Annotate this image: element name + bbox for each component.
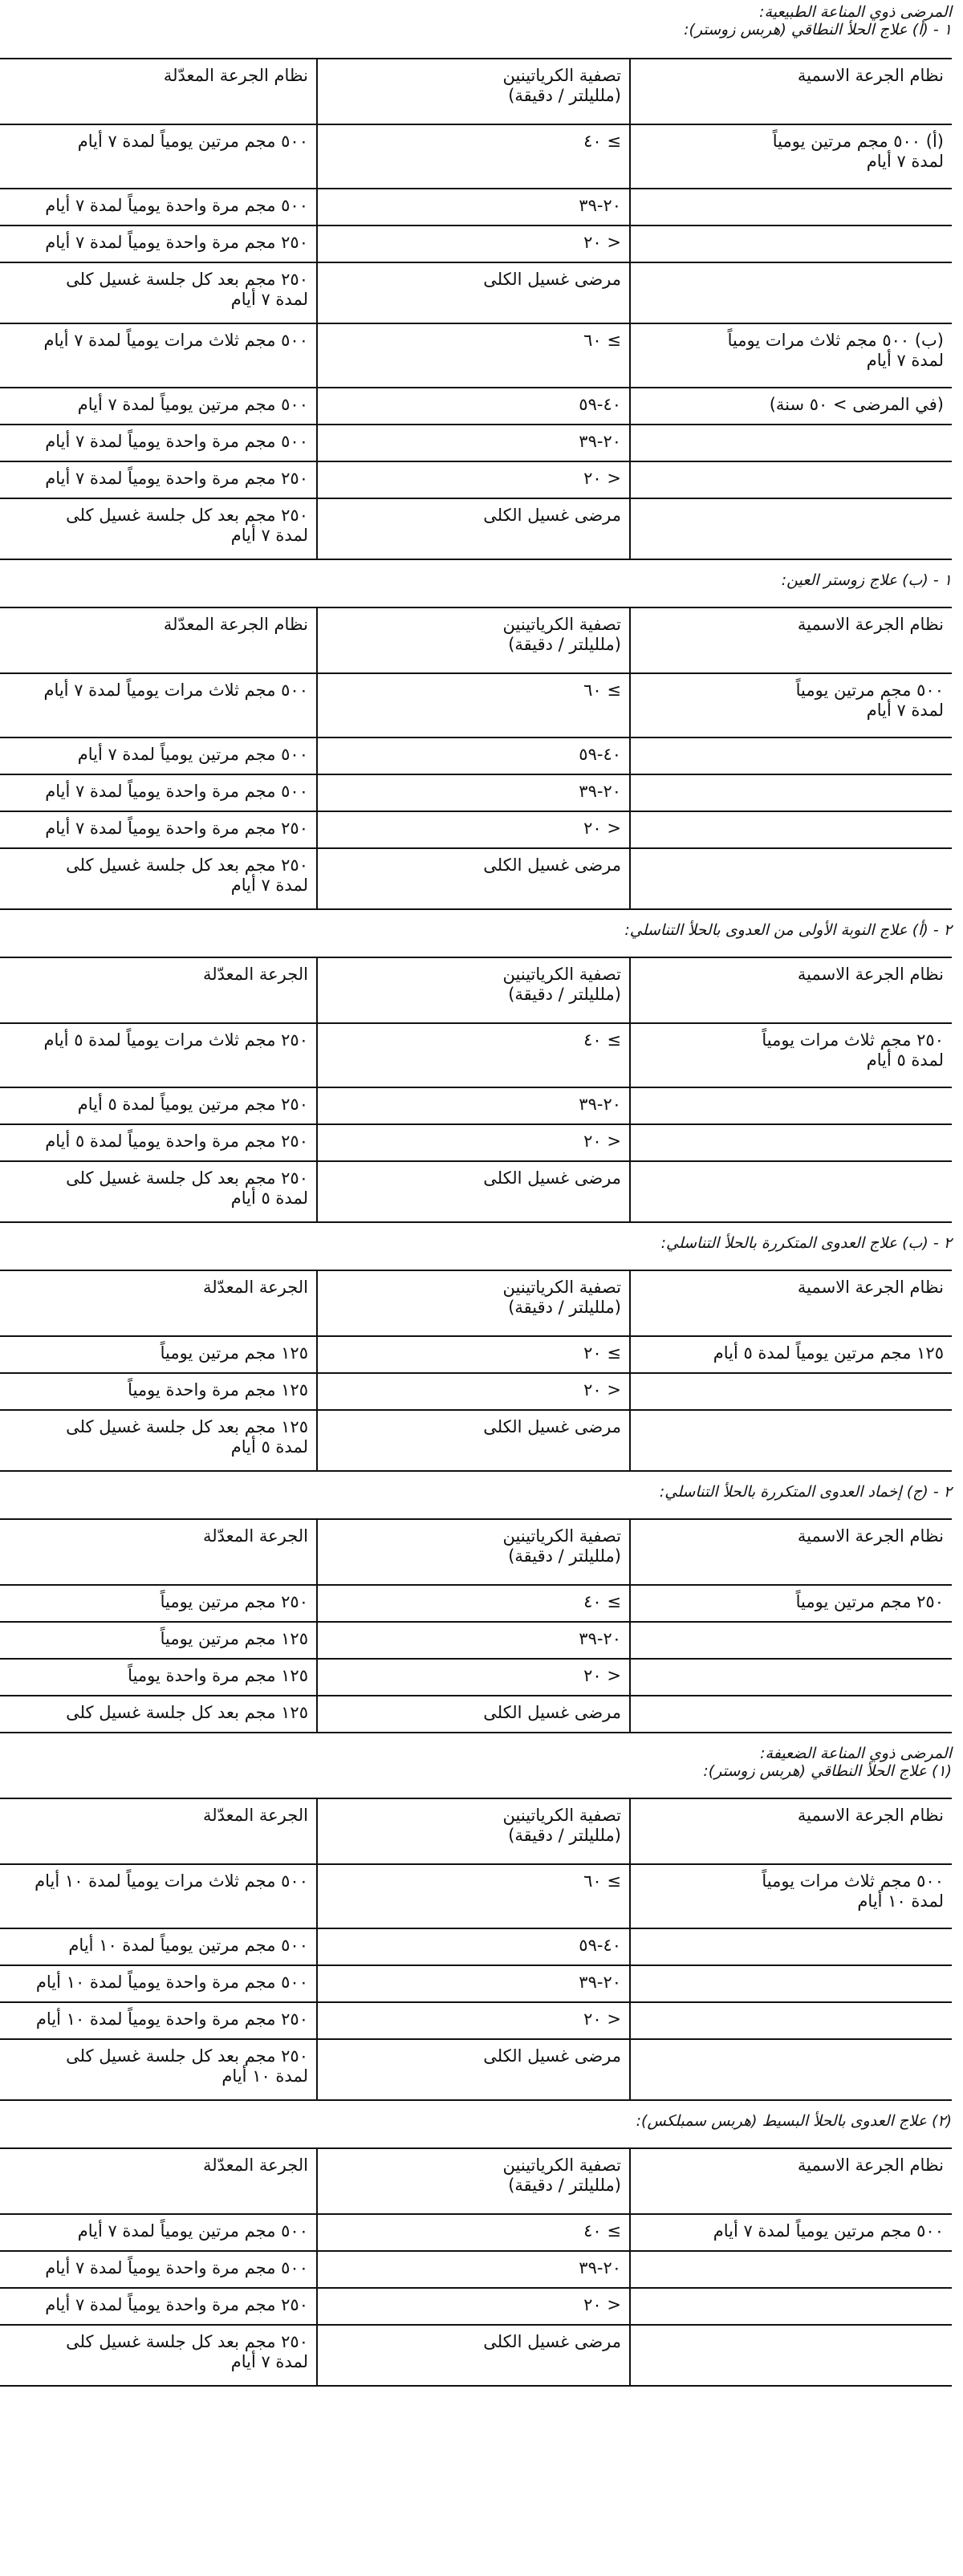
cell-nominal-dose — [630, 1659, 952, 1696]
cell-nominal-dose — [630, 461, 952, 498]
table-row — [0, 262, 952, 323]
cell-adjusted-dose: ٢٥٠ مجم مرتين يومياً — [0, 1585, 317, 1622]
table-row — [0, 673, 952, 737]
section-caption — [11, 3, 952, 39]
cell-adjusted-dose: ٢٥٠ مجم ثلاث مرات يومياً لمدة ٥ أيام — [0, 1023, 317, 1087]
caption-line: (٢) علاج العدوى بالحلأ البسيط (هربس سمبلكس): — [636, 2112, 952, 2130]
cell-nominal-dose — [630, 848, 952, 909]
table-row — [0, 226, 952, 262]
section-caption — [11, 1234, 952, 1252]
cell-adjusted-dose: ٢٥٠ مجم بعد كل جلسة غسيل كلى لمدة ١٠ أيام — [0, 2039, 317, 2100]
caption-line: ٢ - (أ) علاج النوبة الأولى من العدوى بالحلأ التناسلي: — [624, 921, 952, 939]
header-creatinine-clearance: تصفية الكرياتينين (ملليلتر / دقيقة) — [317, 1798, 630, 1864]
cell-adjusted-dose: ٥٠٠ مجم مرة واحدة يومياً لمدة ٧ أيام — [0, 425, 317, 461]
cell-nominal-dose: ٢٥٠ مجم مرتين يومياً — [630, 1585, 952, 1622]
cell-creatinine-clearance: مرضى غسيل الكلى — [317, 1410, 630, 1471]
cell-creatinine-clearance: ≥ ٤٠ — [317, 2214, 630, 2251]
section-caption — [11, 2112, 952, 2130]
table-header-row — [0, 1270, 952, 1336]
cell-nominal-dose: ٥٠٠ مجم مرتين يومياً لمدة ٧ أيام — [630, 2214, 952, 2251]
header-creatinine-clearance: تصفية الكرياتينين (ملليلتر / دقيقة) — [317, 957, 630, 1023]
cell-creatinine-clearance: مرضى غسيل الكلى — [317, 498, 630, 559]
cell-creatinine-clearance: ٢٠-٣٩ — [317, 1622, 630, 1659]
cell-nominal-dose — [630, 1373, 952, 1410]
table-row — [0, 2039, 952, 2100]
header-nominal-dose: نظام الجرعة الاسمية — [630, 1798, 952, 1864]
cell-nominal-dose: (ب) ٥٠٠ مجم ثلاث مرات يومياً لمدة ٧ أيام — [630, 323, 952, 388]
header-creatinine-clearance: تصفية الكرياتينين (ملليلتر / دقيقة) — [317, 2148, 630, 2214]
table-row — [0, 1659, 952, 1696]
cell-nominal-dose: ٥٠٠ مجم مرتين يومياً لمدة ٧ أيام — [630, 673, 952, 737]
cell-creatinine-clearance: مرضى غسيل الكلى — [317, 2039, 630, 2100]
cell-creatinine-clearance: ≥ ٦٠ — [317, 323, 630, 388]
cell-nominal-dose — [630, 2325, 952, 2386]
table-header-row — [0, 1519, 952, 1585]
table-row — [0, 1161, 952, 1222]
cell-adjusted-dose: ١٢٥ مجم مرة واحدة يومياً — [0, 1373, 317, 1410]
table-row — [0, 1124, 952, 1161]
cell-adjusted-dose: ٢٥٠ مجم بعد كل جلسة غسيل كلى لمدة ٧ أيام — [0, 498, 317, 559]
cell-creatinine-clearance: < ٢٠ — [317, 461, 630, 498]
table-row — [0, 1928, 952, 1965]
cell-adjusted-dose: ٢٥٠ مجم مرة واحدة يومياً لمدة ٧ أيام — [0, 2288, 317, 2325]
header-nominal-dose: نظام الجرعة الاسمية — [630, 2148, 952, 2214]
cell-creatinine-clearance: < ٢٠ — [317, 226, 630, 262]
cell-adjusted-dose: ١٢٥ مجم مرتين يومياً — [0, 1622, 317, 1659]
cell-adjusted-dose: ٥٠٠ مجم مرة واحدة يومياً لمدة ٧ أيام — [0, 774, 317, 811]
cell-nominal-dose: (في المرضى > ٥٠ سنة) — [630, 388, 952, 425]
header-adjusted-dose: الجرعة المعدّلة — [0, 1519, 317, 1585]
cell-adjusted-dose: ٥٠٠ مجم مرتين يومياً لمدة ١٠ أيام — [0, 1928, 317, 1965]
table-row — [0, 1023, 952, 1087]
table-row — [0, 811, 952, 848]
cell-creatinine-clearance: ≥ ٤٠ — [317, 124, 630, 189]
table-row — [0, 848, 952, 909]
cell-nominal-dose — [630, 262, 952, 323]
cell-nominal-dose — [630, 774, 952, 811]
dosage-table — [0, 1518, 952, 1733]
header-nominal-dose: نظام الجرعة الاسمية — [630, 957, 952, 1023]
cell-adjusted-dose: ٥٠٠ مجم ثلاث مرات يومياً لمدة ٧ أيام — [0, 323, 317, 388]
section-caption — [11, 921, 952, 939]
section-caption — [11, 1745, 952, 1780]
cell-adjusted-dose: ٢٥٠ مجم بعد كل جلسة غسيل كلى لمدة ٧ أيام — [0, 848, 317, 909]
table-row — [0, 388, 952, 425]
cell-nominal-dose: ٥٠٠ مجم ثلاث مرات يومياً لمدة ١٠ أيام — [630, 1864, 952, 1928]
cell-creatinine-clearance: ٢٠-٣٩ — [317, 1087, 630, 1124]
header-nominal-dose: نظام الجرعة الاسمية — [630, 607, 952, 673]
table-header-row — [0, 607, 952, 673]
cell-nominal-dose — [630, 1161, 952, 1222]
table-row — [0, 2288, 952, 2325]
cell-adjusted-dose: ٥٠٠ مجم مرة واحدة يومياً لمدة ١٠ أيام — [0, 1965, 317, 2002]
cell-creatinine-clearance: ٢٠-٣٩ — [317, 774, 630, 811]
cell-adjusted-dose: ٢٥٠ مجم مرة واحدة يومياً لمدة ٧ أيام — [0, 811, 317, 848]
cell-nominal-dose — [630, 2251, 952, 2288]
table-row — [0, 2251, 952, 2288]
dosage-table — [0, 2147, 952, 2387]
table-row — [0, 1622, 952, 1659]
table-row — [0, 1410, 952, 1471]
cell-nominal-dose — [630, 2288, 952, 2325]
cell-adjusted-dose: ٢٥٠ مجم بعد كل جلسة غسيل كلى لمدة ٧ أيام — [0, 262, 317, 323]
cell-nominal-dose — [630, 425, 952, 461]
header-creatinine-clearance: تصفية الكرياتينين (ملليلتر / دقيقة) — [317, 1270, 630, 1336]
table-row — [0, 425, 952, 461]
header-creatinine-clearance: تصفية الكرياتينين (ملليلتر / دقيقة) — [317, 607, 630, 673]
cell-adjusted-dose: ٥٠٠ مجم مرة واحدة يومياً لمدة ٧ أيام — [0, 189, 317, 226]
cell-creatinine-clearance: مرضى غسيل الكلى — [317, 1161, 630, 1222]
cell-adjusted-dose: ٢٥٠ مجم مرة واحدة يومياً لمدة ٧ أيام — [0, 226, 317, 262]
header-creatinine-clearance: تصفية الكرياتينين (ملليلتر / دقيقة) — [317, 1519, 630, 1585]
cell-creatinine-clearance: ≥ ٤٠ — [317, 1585, 630, 1622]
header-adjusted-dose: نظام الجرعة المعدّلة — [0, 607, 317, 673]
cell-nominal-dose — [630, 498, 952, 559]
cell-creatinine-clearance: ٤٠-٥٩ — [317, 388, 630, 425]
cell-adjusted-dose: ٥٠٠ مجم مرتين يومياً لمدة ٧ أيام — [0, 124, 317, 189]
section-caption — [11, 1483, 952, 1501]
cell-nominal-dose — [630, 189, 952, 226]
cell-nominal-dose — [630, 226, 952, 262]
cell-nominal-dose: ١٢٥ مجم مرتين يومياً لمدة ٥ أيام — [630, 1336, 952, 1373]
caption-line: المرضى ذوي المناعة الضعيفة: — [760, 1745, 952, 1762]
table-row — [0, 189, 952, 226]
table-row — [0, 1864, 952, 1928]
cell-nominal-dose — [630, 1087, 952, 1124]
cell-adjusted-dose: ٥٠٠ مجم مرة واحدة يومياً لمدة ٧ أيام — [0, 2251, 317, 2288]
table-row — [0, 774, 952, 811]
cell-creatinine-clearance: ٢٠-٣٩ — [317, 2251, 630, 2288]
cell-adjusted-dose: ١٢٥ مجم مرة واحدة يومياً — [0, 1659, 317, 1696]
cell-nominal-dose: ٢٥٠ مجم ثلاث مرات يومياً لمدة ٥ أيام — [630, 1023, 952, 1087]
table-header-row — [0, 1798, 952, 1864]
cell-creatinine-clearance: مرضى غسيل الكلى — [317, 262, 630, 323]
cell-adjusted-dose: ٢٥٠ مجم مرتين يومياً لمدة ٥ أيام — [0, 1087, 317, 1124]
header-adjusted-dose: الجرعة المعدّلة — [0, 1798, 317, 1864]
cell-creatinine-clearance: ≥ ٢٠ — [317, 1336, 630, 1373]
dosage-table — [0, 1270, 952, 1472]
cell-creatinine-clearance: ≥ ٦٠ — [317, 673, 630, 737]
cell-adjusted-dose: ٢٥٠ مجم مرة واحدة يومياً لمدة ١٠ أيام — [0, 2002, 317, 2039]
table-header-row — [0, 59, 952, 124]
table-header-row — [0, 957, 952, 1023]
table-row — [0, 1373, 952, 1410]
cell-creatinine-clearance: < ٢٠ — [317, 1659, 630, 1696]
cell-creatinine-clearance: مرضى غسيل الكلى — [317, 1696, 630, 1733]
cell-adjusted-dose: ١٢٥ مجم بعد كل جلسة غسيل كلى لمدة ٥ أيام — [0, 1410, 317, 1471]
cell-adjusted-dose: ١٢٥ مجم مرتين يومياً — [0, 1336, 317, 1373]
cell-nominal-dose — [630, 1622, 952, 1659]
table-row — [0, 1087, 952, 1124]
cell-creatinine-clearance: ٤٠-٥٩ — [317, 1928, 630, 1965]
cell-adjusted-dose: ٢٥٠ مجم مرة واحدة يومياً لمدة ٥ أيام — [0, 1124, 317, 1161]
caption-line: ١ - (أ) علاج الحلأ النطاقي (هربس زوستر): — [684, 21, 952, 39]
cell-nominal-dose — [630, 1696, 952, 1733]
header-adjusted-dose: الجرعة المعدّلة — [0, 2148, 317, 2214]
cell-creatinine-clearance: < ٢٠ — [317, 2288, 630, 2325]
table-row — [0, 323, 952, 388]
header-nominal-dose: نظام الجرعة الاسمية — [630, 1270, 952, 1336]
cell-nominal-dose — [630, 811, 952, 848]
table-row — [0, 1696, 952, 1733]
header-nominal-dose: نظام الجرعة الاسمية — [630, 1519, 952, 1585]
cell-adjusted-dose: ٥٠٠ مجم مرتين يومياً لمدة ٧ أيام — [0, 388, 317, 425]
dosage-table — [0, 607, 952, 910]
header-adjusted-dose: نظام الجرعة المعدّلة — [0, 59, 317, 124]
caption-line: (١) علاج الحلأ النطاقي (هربس زوستر): — [703, 1762, 952, 1780]
cell-nominal-dose — [630, 1965, 952, 2002]
dosage-table — [0, 58, 952, 560]
cell-creatinine-clearance: < ٢٠ — [317, 2002, 630, 2039]
cell-adjusted-dose: ٥٠٠ مجم مرتين يومياً لمدة ٧ أيام — [0, 737, 317, 774]
cell-adjusted-dose: ٥٠٠ مجم ثلاث مرات يومياً لمدة ٧ أيام — [0, 673, 317, 737]
header-creatinine-clearance: تصفية الكرياتينين (ملليلتر / دقيقة) — [317, 59, 630, 124]
cell-adjusted-dose: ٢٥٠ مجم بعد كل جلسة غسيل كلى لمدة ٥ أيام — [0, 1161, 317, 1222]
cell-adjusted-dose: ٢٥٠ مجم بعد كل جلسة غسيل كلى لمدة ٧ أيام — [0, 2325, 317, 2386]
cell-nominal-dose — [630, 1928, 952, 1965]
cell-creatinine-clearance: ٤٠-٥٩ — [317, 737, 630, 774]
caption-line: ٢ - (ب) علاج العدوى المتكررة بالحلأ التناسلي: — [660, 1234, 952, 1252]
table-row — [0, 2002, 952, 2039]
table-row — [0, 498, 952, 559]
cell-adjusted-dose: ١٢٥ مجم بعد كل جلسة غسيل كلى — [0, 1696, 317, 1733]
header-nominal-dose: نظام الجرعة الاسمية — [630, 59, 952, 124]
cell-nominal-dose — [630, 737, 952, 774]
section-caption — [11, 571, 952, 589]
cell-nominal-dose: (أ) ٥٠٠ مجم مرتين يومياً لمدة ٧ أيام — [630, 124, 952, 189]
dosage-table — [0, 957, 952, 1223]
table-row — [0, 1585, 952, 1622]
header-adjusted-dose: الجرعة المعدّلة — [0, 957, 317, 1023]
table-row — [0, 461, 952, 498]
cell-adjusted-dose: ٢٥٠ مجم مرة واحدة يومياً لمدة ٧ أيام — [0, 461, 317, 498]
cell-creatinine-clearance: مرضى غسيل الكلى — [317, 848, 630, 909]
table-row — [0, 1965, 952, 2002]
table-row — [0, 1336, 952, 1373]
table-row — [0, 124, 952, 189]
cell-nominal-dose — [630, 2039, 952, 2100]
table-header-row — [0, 2148, 952, 2214]
cell-adjusted-dose: ٥٠٠ مجم ثلاث مرات يومياً لمدة ١٠ أيام — [0, 1864, 317, 1928]
cell-creatinine-clearance: ٢٠-٣٩ — [317, 189, 630, 226]
dosage-table — [0, 1798, 952, 2101]
table-row — [0, 2214, 952, 2251]
table-row — [0, 737, 952, 774]
cell-creatinine-clearance: < ٢٠ — [317, 811, 630, 848]
cell-creatinine-clearance: ٢٠-٣٩ — [317, 425, 630, 461]
caption-line: ٢ - (ج) إخماد العدوى المتكررة بالحلأ التناسلي: — [659, 1483, 952, 1501]
cell-creatinine-clearance: < ٢٠ — [317, 1373, 630, 1410]
cell-nominal-dose — [630, 2002, 952, 2039]
cell-creatinine-clearance: ≥ ٤٠ — [317, 1023, 630, 1087]
cell-adjusted-dose: ٥٠٠ مجم مرتين يومياً لمدة ٧ أيام — [0, 2214, 317, 2251]
caption-line: المرضى ذوي المناعة الطبيعية: — [759, 3, 952, 21]
cell-creatinine-clearance: ٢٠-٣٩ — [317, 1965, 630, 2002]
cell-nominal-dose — [630, 1124, 952, 1161]
cell-creatinine-clearance: مرضى غسيل الكلى — [317, 2325, 630, 2386]
caption-line: ١ - (ب) علاج زوستر العين: — [781, 571, 952, 589]
header-adjusted-dose: الجرعة المعدّلة — [0, 1270, 317, 1336]
cell-creatinine-clearance: ≥ ٦٠ — [317, 1864, 630, 1928]
cell-nominal-dose — [630, 1410, 952, 1471]
cell-creatinine-clearance: < ٢٠ — [317, 1124, 630, 1161]
table-row — [0, 2325, 952, 2386]
